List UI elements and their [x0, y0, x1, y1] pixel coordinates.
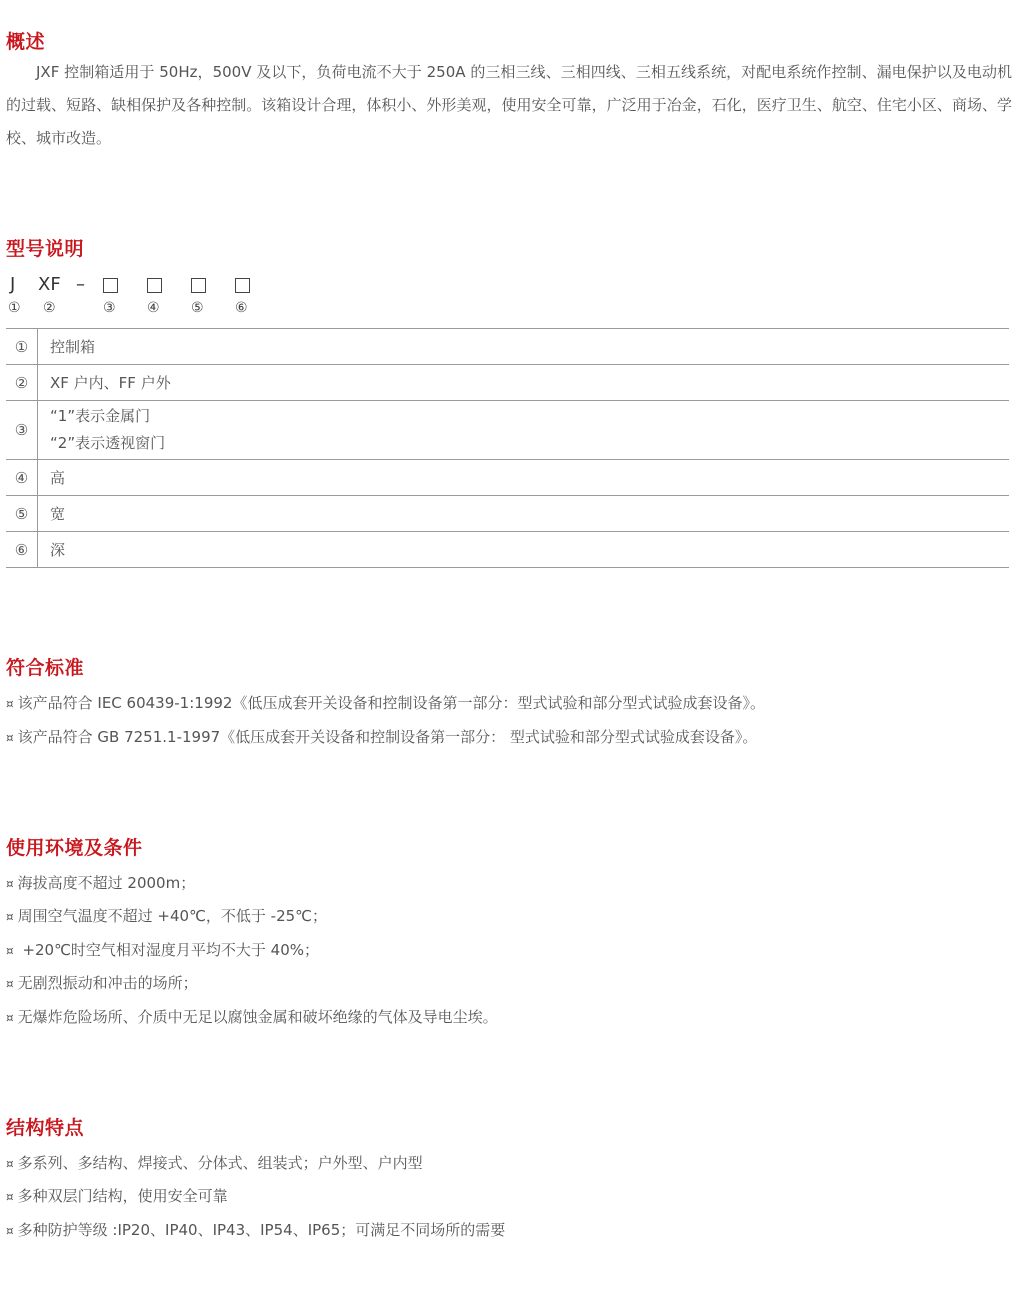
bullet-icon: ¤ — [6, 1157, 14, 1171]
table-row — [6, 460, 1009, 496]
list-item-text: 多种防护等级 :IP20、IP40、IP43、IP54、IP65；可满足不同场所的需要 — [17, 1221, 506, 1239]
bullet-icon: ¤ — [6, 944, 14, 958]
list-item — [6, 973, 198, 994]
list-item-text: 无剧烈振动和冲击的场所； — [17, 974, 198, 992]
structure-heading: 结构特点 — [6, 1117, 85, 1139]
list-item-text: 该产品符合 IEC 60439-1:1992《低压成套开关设备和控制设备第一部分：型式试验和部分型式试验成套设备》。 — [17, 694, 765, 712]
model-spec-table — [6, 328, 1009, 568]
code-number-6: ⑥ — [235, 300, 248, 316]
code-placeholder-box-4 — [147, 278, 162, 293]
code-dash: – — [76, 274, 85, 295]
code-number-4: ④ — [147, 300, 160, 316]
bullet-icon: ¤ — [6, 1224, 14, 1238]
bullet-icon: ¤ — [6, 877, 14, 891]
row-index: ③ — [6, 401, 38, 460]
code-number-5: ⑤ — [191, 300, 204, 316]
bullet-icon: ¤ — [6, 1190, 14, 1204]
bullet-icon: ¤ — [6, 697, 14, 711]
list-item-text: 无爆炸危险场所、介质中无足以腐蚀金属和破坏绝缘的气体及导电尘埃。 — [17, 1008, 498, 1026]
bullet-icon: ¤ — [6, 731, 14, 745]
row-index: ① — [6, 329, 38, 365]
table-row — [6, 496, 1009, 532]
row-index: ⑥ — [6, 532, 38, 568]
list-item-text: 海拔高度不超过 2000m； — [17, 874, 196, 892]
row-index: ② — [6, 365, 38, 401]
bullet-icon: ¤ — [6, 977, 14, 991]
list-item-text: 多种双层门结构，使用安全可靠 — [17, 1187, 228, 1205]
list-item — [6, 1153, 423, 1174]
overview-paragraph: JXF 控制箱适用于 50Hz，500V 及以下，负荷电流不大于 250A 的三相三线、三相四线、三相五线系统，对配电系统作控制、漏电保护以及电动机的过载、短路、缺相保护及各种控制。该箱设计合理，体积小、外形美观，使用安全可靠，广泛用于冶金，石化，医疗卫生、航空、住宅小区、商场、学校、城市改造。 — [6, 63, 1012, 147]
row-desc: 宽 — [38, 496, 1010, 532]
row-index: ⑤ — [6, 496, 38, 532]
code-letter-j: J — [10, 274, 16, 295]
list-item — [6, 727, 757, 748]
list-item — [6, 1007, 498, 1028]
standards-heading: 符合标准 — [6, 657, 85, 679]
code-number-3: ③ — [103, 300, 116, 316]
list-item — [6, 693, 765, 714]
list-item — [6, 1186, 228, 1207]
list-item-text: 多系列、多结构、焊接式、分体式、组装式；户外型、户内型 — [17, 1154, 423, 1172]
row-desc: XF 户内、FF 户外 — [38, 365, 1010, 401]
row-desc: 高 — [38, 460, 1010, 496]
row-desc: 深 — [38, 532, 1010, 568]
table-row — [6, 329, 1009, 365]
code-placeholder-box-6 — [235, 278, 250, 293]
list-item-text: 该产品符合 GB 7251.1-1997《低压成套开关设备和控制设备第一部分： 型式试验和部分型式试验成套设备》。 — [17, 728, 758, 746]
row-desc-line: “1”表示金属门 — [50, 407, 151, 425]
list-item-text: +20℃时空气相对湿度月平均不大于 40%； — [17, 941, 320, 959]
code-letters-xf: XF — [38, 274, 61, 295]
code-number-1: ① — [8, 300, 21, 316]
environment-heading: 使用环境及条件 — [6, 837, 143, 859]
model-code-diagram — [6, 274, 266, 322]
model-heading: 型号说明 — [6, 238, 85, 260]
row-index: ④ — [6, 460, 38, 496]
code-number-2: ② — [43, 300, 56, 316]
table-row — [6, 532, 1009, 568]
list-item-text: 周围空气温度不超过 +40℃，不低于 -25℃； — [17, 907, 328, 925]
row-desc: 控制箱 — [38, 329, 1010, 365]
bullet-icon: ¤ — [6, 910, 14, 924]
list-item — [6, 873, 195, 894]
list-item — [6, 1220, 505, 1241]
code-placeholder-box-3 — [103, 278, 118, 293]
row-desc-line: “2”表示透视窗门 — [50, 434, 166, 452]
code-placeholder-box-5 — [191, 278, 206, 293]
overview-heading: 概述 — [6, 31, 46, 53]
list-item — [6, 940, 319, 961]
list-item — [6, 906, 327, 927]
table-row — [6, 365, 1009, 401]
table-row — [6, 401, 1009, 460]
row-desc — [38, 401, 1010, 460]
bullet-icon: ¤ — [6, 1011, 14, 1025]
